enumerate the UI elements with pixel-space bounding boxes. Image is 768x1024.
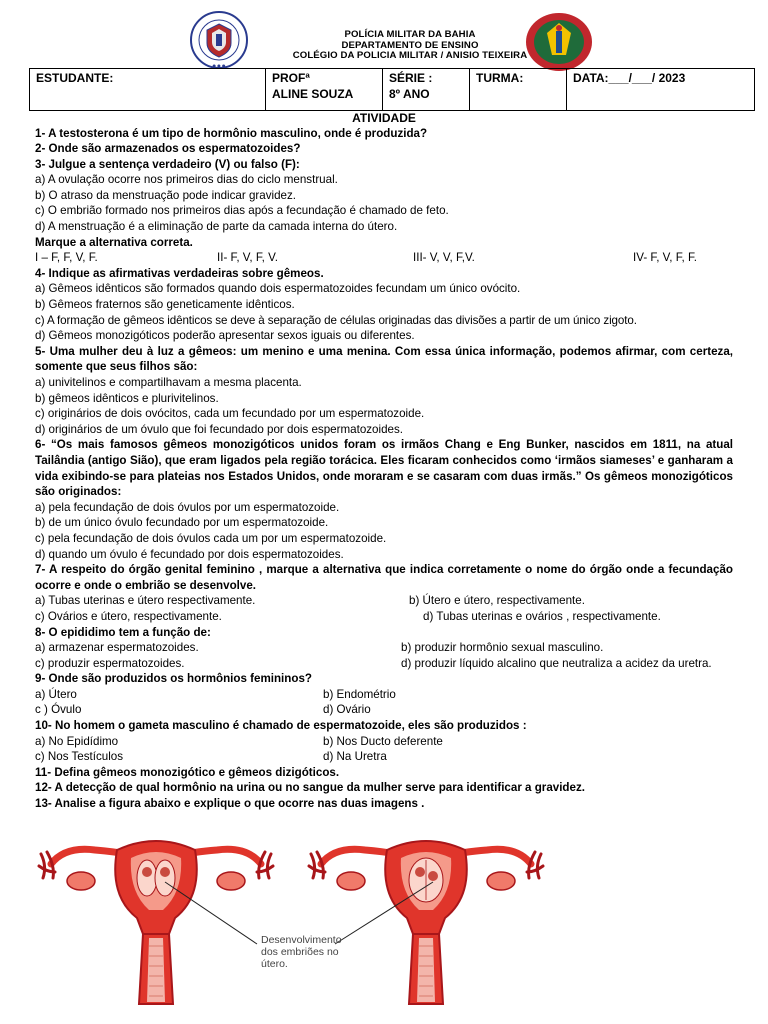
date-field[interactable]: [567, 69, 755, 111]
q6-option-a: a) pela fecundação de dois óvulos por um espermatozoide.: [35, 500, 340, 514]
question-11: 11- Defina gêmeos monozigótico e gêmeos dizigóticos.: [35, 765, 340, 779]
q4-option-d: d) Gêmeos monozigóticos poderão apresentar sexos iguais ou diferentes.: [35, 329, 415, 343]
q3-prompt: Marque a alternativa correta.: [35, 235, 193, 249]
q7-option-a: a) Tubas uterinas e útero respectivamente.: [35, 594, 256, 608]
class-label: TURMA:: [476, 71, 524, 85]
q5-option-b: b) gêmeos idênticos e plurivitelinos.: [35, 391, 219, 405]
student-label: ESTUDANTE:: [36, 71, 114, 85]
grade-value: 8º ANO: [389, 87, 430, 101]
inst-line-3: COLÉGIO DA POLICIA MILITAR / ANISIO TEIXEIRA: [292, 50, 528, 62]
teacher-cell: [266, 69, 383, 111]
question-8: 8- O epididimo tem a função de:: [35, 625, 211, 639]
q8-row-1: [35, 640, 733, 656]
institution-header: [250, 30, 570, 62]
question-12: 12- A detecção de qual hormônio na urina ou no sangue da mulher serve para identificar a gravidez.: [35, 781, 585, 795]
teacher-label: PROFª: [272, 71, 310, 85]
q7-option-b: b) Útero e útero, respectivamente.: [409, 594, 585, 608]
teacher-name: ALINE SOUZA: [272, 87, 354, 101]
q5-option-d: d) originários de um óvulo que foi fecundado por dois espermatozoides.: [35, 422, 403, 436]
q9-option-b: b) Endométrio: [323, 687, 396, 701]
q10-option-a: a) No Epidídimo: [35, 734, 119, 748]
q3-option-c: c) O embrião formado nos primeiros dias após a fecundação é chamado de feto.: [35, 204, 449, 218]
q8-option-c: c) produzir espermatozoides.: [35, 656, 185, 670]
q3-answer-2: II- F, V, F, V.: [217, 251, 279, 265]
q10-row-1: [35, 734, 733, 750]
q5-option-a: a) univitelinos e compartilhavam a mesma placenta.: [35, 376, 302, 389]
class-field[interactable]: [470, 69, 567, 111]
embryos-right: [409, 858, 443, 902]
question-9: 9- Onde são produzidos os hormônios femininos?: [35, 672, 312, 686]
grade-label: SÉRIE :: [389, 71, 433, 85]
inst-line-2: DEPARTAMENTO DE ENSINO: [341, 39, 479, 51]
question-4: 4- Indique as afirmativas verdadeiras sobre gêmeos.: [35, 266, 324, 280]
q10-row-2: [35, 749, 733, 765]
uterus-illustrations: [35, 826, 735, 1016]
q9-row-1: [35, 687, 733, 703]
inst-line-1: POLÍCIA MILITAR DA BAHIA: [344, 29, 476, 40]
caption-line-3: útero.: [261, 958, 288, 970]
q4-option-b: b) Gêmeos fraternos são geneticamente idênticos.: [35, 298, 295, 312]
q4-option-a: a) Gêmeos idênticos são formados quando dois espermatozoides fecundam um único ovócito.: [35, 282, 521, 296]
q8-option-d: d) produzir líquido alcalino que neutraliza a acidez da uretra.: [401, 656, 712, 670]
q3-answer-1: I – F, F, V, F.: [35, 251, 98, 265]
question-13: 13- Analise a figura abaixo e explique o que ocorre nas duas imagens .: [35, 797, 425, 811]
page-header: [0, 8, 768, 68]
q8-option-b: b) produzir hormônio sexual masculino.: [401, 641, 604, 655]
question-7: 7- A respeito do órgão genital feminino , marque a alternativa que indica corretamente o nome do órgão onde a fecundação ocorre e onde o embrião se desenvolve.: [35, 563, 733, 592]
q6-option-d: d) quando um óvulo é fecundado por dois espermatozoides.: [35, 547, 344, 561]
question-3: 3- Julgue a sentença verdadeiro (V) ou falso (F):: [35, 157, 300, 171]
college-crest-logo: [524, 11, 594, 73]
date-label: DATA:___/___/ 2023: [573, 71, 686, 85]
q7-option-d: d) Tubas uterinas e ovários , respectivamente.: [423, 609, 661, 623]
caption-line-1: Desenvolvimento: [261, 934, 342, 946]
svg-text:● ● ●: ● ● ●: [212, 63, 226, 68]
q5-option-c: c) originários de dois ovócitos, cada um fecundado por um espermatozoide.: [35, 407, 425, 421]
q7-row-1: [35, 593, 733, 609]
activity-content: [35, 111, 733, 812]
q9-option-d: d) Ovário: [323, 703, 371, 717]
caption-line-2: dos embriões no: [261, 946, 339, 958]
q3-option-d: d) A menstruação é a eliminação de parte da camada interna do útero.: [35, 220, 398, 234]
q3-option-a: a) A ovulação ocorre nos primeiros dias do ciclo menstrual.: [35, 173, 338, 187]
q9-option-c: c ) Óvulo: [35, 703, 82, 717]
q7-option-c: c) Ovários e útero, respectivamente.: [35, 609, 222, 623]
q9-row-2: [35, 702, 733, 718]
figure-caption: [261, 934, 342, 970]
q3-option-b: b) O atraso da menstruação pode indicar gravidez.: [35, 188, 297, 202]
q3-answer-3: III- V, V, F,V.: [413, 251, 475, 265]
q10-option-d: d) Na Uretra: [323, 750, 387, 764]
student-field[interactable]: [30, 69, 266, 111]
student-info-table: [29, 68, 755, 111]
question-10: 10- No homem o gameta masculino é chamado de espermatozoide, eles são produzidos :: [35, 719, 527, 733]
q10-option-c: c) Nos Testículos: [35, 750, 124, 764]
q10-option-b: b) Nos Ducto deferente: [323, 734, 443, 748]
q8-option-a: a) armazenar espermatozoides.: [35, 641, 199, 655]
q9-option-a: a) Útero: [35, 687, 77, 701]
q4-option-c: c) A formação de gêmeos idênticos se deve à separação de células originadas das divisões a partir de um único zigoto.: [35, 313, 637, 327]
question-6: 6- “Os mais famosos gêmeos monozigóticos unidos foram os irmãos Chang e Eng Bunker, nascidos em 1811, na atual Tailândia (antigo Sião), que eram ligados pela região torácica. Eles ficaram conhecidos como ‘irmãos siameses’ e ganharam a vida exibindo-se para plateias nos Estados Unidos, onde moraram e se casaram com duas irmãs.” Os gêmeos monozigóticos são originados:: [35, 438, 733, 499]
q6-option-b: b) de um único óvulo fecundado por um espermatozoide.: [35, 516, 329, 530]
uterus-figure: [35, 826, 735, 1016]
q6-option-c: c) pela fecundação de dois óvulos cada um por um espermatozoide.: [35, 531, 387, 545]
question-2: 2- Onde são armazenados os espermatozoides?: [35, 142, 301, 156]
activity-title: ATIVIDADE: [352, 111, 416, 125]
question-5: 5- Uma mulher deu à luz a gêmeos: um menino e uma menina. Com essa única informação, podemos afirmar, com certeza, somente que seus filhos são:: [35, 344, 733, 374]
question-1: 1- A testosterona é um tipo de hormônio masculino, onde é produzida?: [35, 126, 428, 140]
q3-answer-row: [35, 250, 733, 266]
q7-row-2: [35, 609, 733, 625]
grade-cell: [383, 69, 470, 111]
q3-answer-4: IV- F, V, F, F.: [633, 251, 698, 265]
q8-row-2: [35, 656, 733, 672]
